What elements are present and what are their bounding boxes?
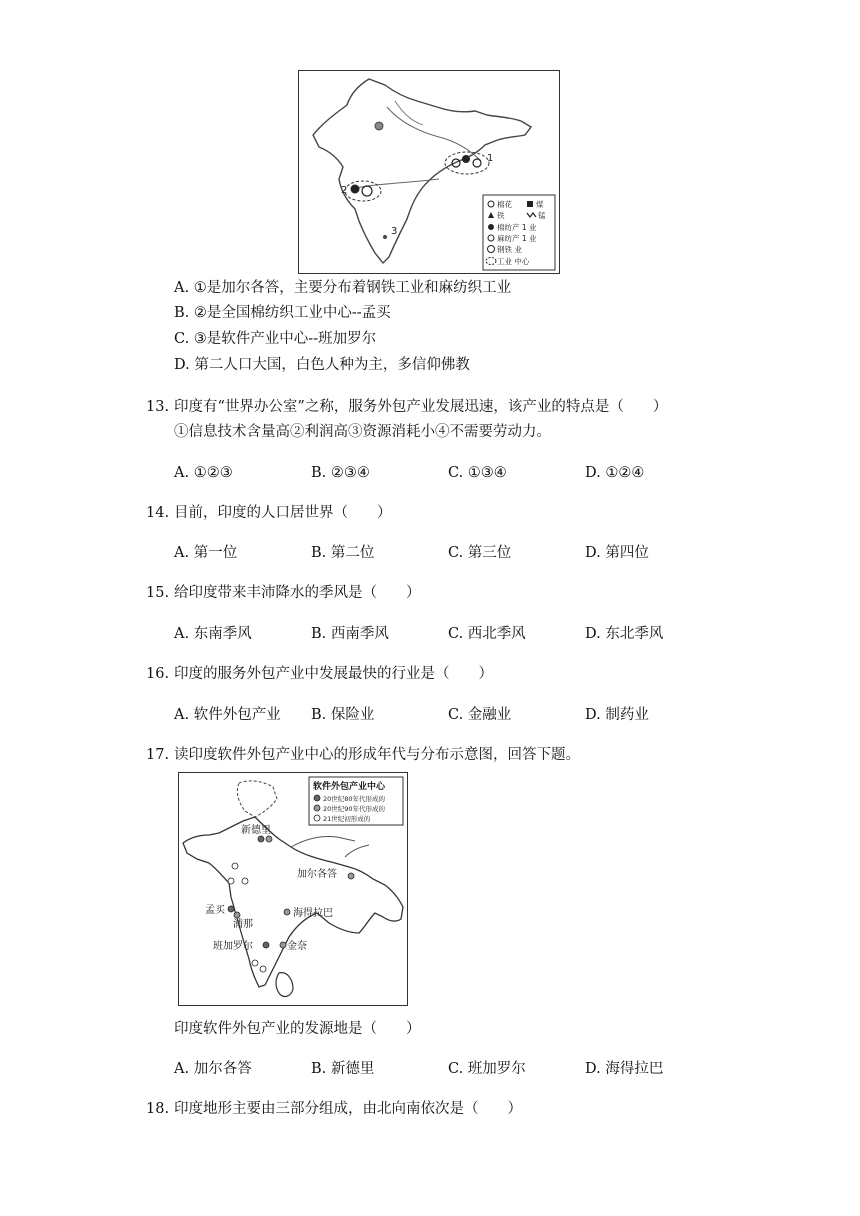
mumbai-marker [228,906,234,912]
legend-steel: 钢铁 业 [497,245,522,254]
kolkata-marker [348,873,354,879]
legend-cotton: 棉花 [497,200,512,209]
map-number-2: 2 [341,185,348,196]
q12-option-b: B. ②是全国棉纺织工业中心--孟买 [174,305,391,321]
q17-option-d: D. 海得拉巴 [585,1061,664,1077]
q12-option-d: D. 第二人口大国，白色人种为主，多信仰佛教 [174,357,470,373]
q15-stem: 给印度带来丰沛降水的季风是（ ） [174,585,421,601]
legend-21c: 21世纪初形成的 [323,815,371,823]
q16-number: 16. [146,666,170,682]
city-mumbai-label: 孟买 [205,905,225,916]
q15-option-c: C. 西北季风 [448,626,526,642]
q12-india-map [299,71,558,272]
q12-option-c: C. ③是软件产业中心--班加罗尔 [174,331,377,347]
q17-legend-title: 软件外包产业中心 [313,782,386,792]
map-number-1: 1 [487,153,494,164]
q18-stem: 印度地形主要由三部分组成，由北向南依次是（ ） [174,1101,522,1117]
q13-option-c: C. ①③④ [448,465,507,481]
q17-map-figure [178,772,408,1006]
q17-option-a: A. 加尔各答 [174,1061,252,1077]
q12-map-figure [298,70,560,274]
legend-industry-center: 工业 中心 [497,257,530,266]
q12-option-a: A. ①是加尔各答，主要分布着钢铁工业和麻纺织工业 [174,280,512,296]
q18-number: 18. [146,1101,170,1117]
map-number-3: 3 [391,226,398,237]
q17-india-map [179,773,406,1004]
legend-manganese: 锰 [538,211,546,220]
q17-option-b: B. 新德里 [311,1061,375,1077]
q15-option-a: A. 东南季风 [174,626,252,642]
legend-iron: 铁 [497,211,505,220]
q16-option-b: B. 保险业 [311,707,375,723]
q16-option-a: A. 软件外包产业 [174,707,281,723]
q14-number: 14. [146,505,170,521]
city-hyderabad-label: 海得拉巴 [293,908,333,919]
pune-marker [234,912,240,918]
delhi-marker [258,836,264,842]
city-chennai-label: 金奈 [287,941,307,952]
q13-option-d: D. ①②④ [585,465,645,481]
q13-number: 13. [146,399,170,415]
jute-symbol [473,159,481,167]
q14-option-b: B. 第二位 [311,545,375,561]
q14-option-d: D. 第四位 [585,545,649,561]
city-kolkata-label: 加尔各答 [297,869,337,880]
bangalore-marker [263,942,269,948]
q14-stem: 目前，印度的人口居世界（ ） [174,505,392,521]
q13-option-a: A. ①②③ [174,465,233,481]
q17-option-c: C. 班加罗尔 [448,1061,526,1077]
q14-option-c: C. 第三位 [448,545,512,561]
legend-coal: 煤 [536,200,544,209]
q15-option-d: D. 东北季风 [585,626,664,642]
city-delhi-label: 新德里 [241,825,271,836]
q13-option-b: B. ②③④ [311,465,370,481]
chennai-marker [280,942,286,948]
legend-cotton-textile: 棉纺产 1 业 [497,223,537,232]
steel-symbol [462,155,470,163]
q17-stem: 读印度软件外包产业中心的形成年代与分布示意图，回答下题。 [174,747,580,763]
q16-stem: 印度的服务外包产业中发展最快的行业是（ ） [174,666,493,682]
q15-number: 15. [146,585,170,601]
legend-90s: 20世纪90年代形成的 [323,805,386,813]
cotton-textile-symbol [351,185,360,194]
legend-jute-textile: 麻纺产 1 业 [497,234,537,243]
q16-option-d: D. 制药业 [585,707,649,723]
q16-option-c: C. 金融业 [448,707,512,723]
q17-sub-stem: 印度软件外包产业的发源地是（ ） [174,1021,421,1037]
q17-number: 17. [146,747,170,763]
legend-80s: 20世纪80年代形成的 [323,795,386,803]
q13-stem-line2: ①信息技术含量高②利润高③资源消耗小④不需要劳动力。 [174,424,551,440]
cotton-symbol [375,122,383,130]
q13-stem: 印度有“世界办公室”之称，服务外包产业发展迅速，该产业的特点是（ ） [174,399,668,415]
q15-option-b: B. 西南季风 [311,626,389,642]
city-pune-label: 浦那 [233,919,253,930]
q14-option-a: A. 第一位 [174,545,238,561]
city-bangalore-label: 班加罗尔 [213,941,253,952]
hyderabad-marker [284,909,290,915]
